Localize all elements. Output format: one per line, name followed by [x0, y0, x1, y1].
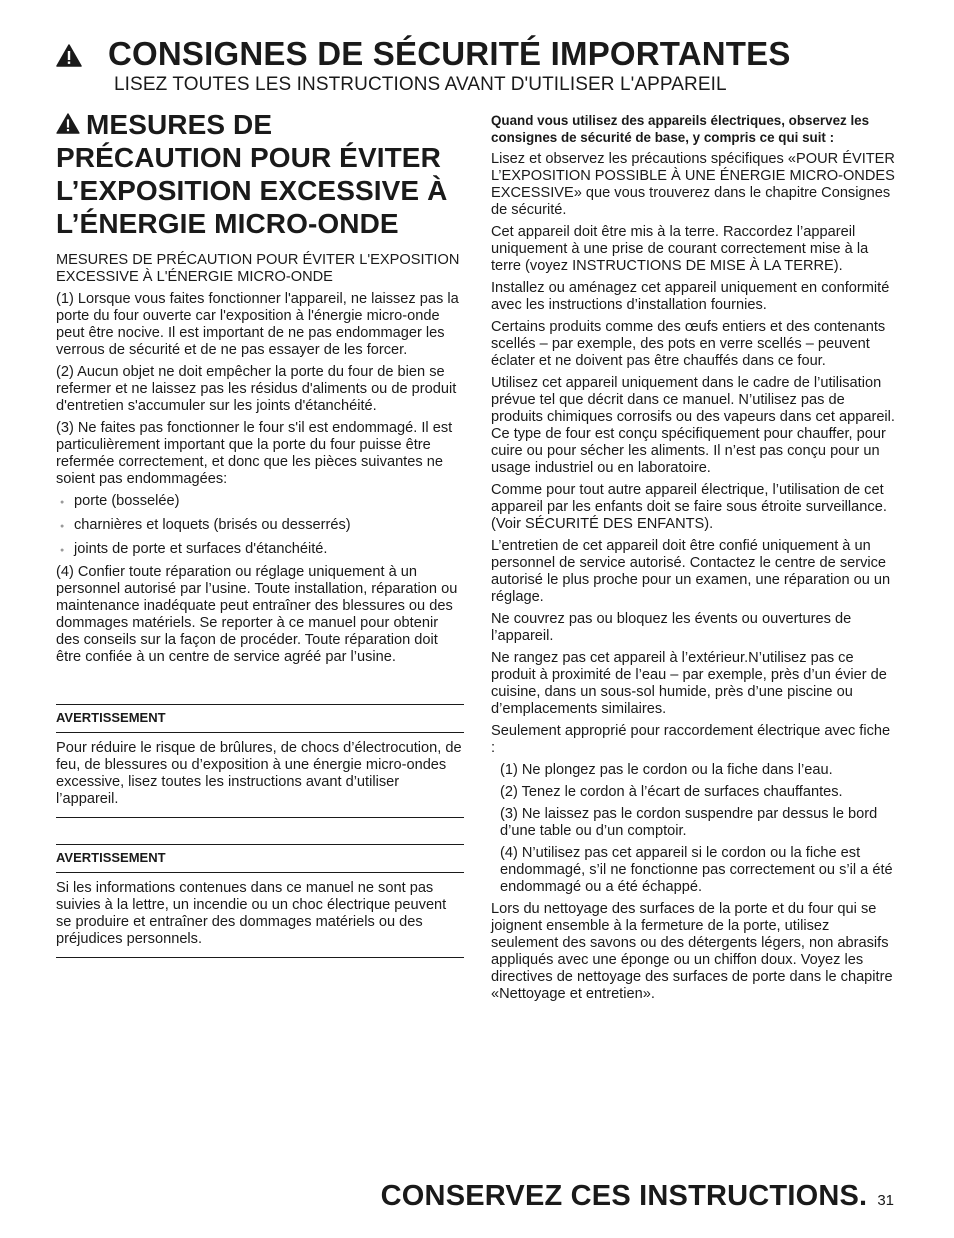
section-heading-text: MESURES DE PRÉCAUTION POUR ÉVITER L’EXPOSITION EXCESSIVE À L’ÉNERGIE MICRO-ONDE: [56, 109, 448, 239]
warning-heading: AVERTISSEMENT: [56, 705, 464, 733]
paragraph-3: (3) Ne faites pas fonctionner le four s'il est endommagé. Il est particulièrement important que la porte du four puisse être refermée correctement, et donc que les pièces suivantes ne soient pas endommagées:: [56, 420, 453, 487]
left-column: [56, 108, 464, 958]
list-item: ● porte (bosselée): [56, 493, 464, 510]
cord-item: (2) Tenez le cordon à l’écart de surfaces chauffantes.: [500, 784, 843, 800]
paragraph: Ne couvrez pas ou bloquez les évents ou ouvertures de l’appareil.: [491, 611, 852, 644]
page-title: CONSIGNES DE SÉCURITÉ IMPORTANTES: [108, 35, 791, 72]
page-number: 31: [877, 1192, 894, 1209]
warning-triangle-icon: [56, 113, 80, 134]
page-footer: [381, 1180, 894, 1213]
warning-box: [56, 704, 464, 818]
paragraph: Seulement approprié pour raccordement électrique avec fiche :: [491, 723, 891, 756]
paragraph: Comme pour tout autre appareil électrique, l’utilisation de cet appareil par les enfants doit se faire sous étroite surveillance. (Voir SÉCURITÉ DES ENFANTS).: [491, 482, 887, 532]
warning-text: Pour réduire le risque de brûlures, de chocs d’électrocution, de feu, de blessures ou d’exposition à une énergie micro-ondes excessive, lisez toutes les instructions avant d’utiliser l’appareil.: [56, 740, 462, 807]
paragraph: Lors du nettoyage des surfaces de la porte et du four qui se joignent ensemble à la fermeture de la porte, utilisez seulement des savons ou des détergents légers, non abrasifs appliqués avec une éponge ou un chiffon doux. Voyez les directives de nettoyage des surfaces de porte dans le chapitre «Nettoyage et entretien».: [491, 901, 893, 1002]
right-column: [491, 112, 895, 1003]
list-item: ● charnières et loquets (brisés ou desserrés): [56, 517, 464, 534]
paragraph-2: (2) Aucun objet ne doit empêcher la porte du four de bien se refermer et ne laissez pas les résidus d'aliments ou de produit d'entretien s'accumuler sur les joints d'étanchéité.: [56, 364, 457, 414]
cord-item: (1) Ne plongez pas le cordon ou la fiche dans l’eau.: [500, 762, 833, 778]
paragraph: Utilisez cet appareil uniquement dans le cadre de l’utilisation prévue tel que décrit dans ce manuel. N’utilisez pas de produits chimiques corrosifs ou des vapeurs dans cet appareil. Ce type de four est conçu spécifiquement pour chauffer, pour cuire ou pour sécher les aliments. Il n’est pas conçu pour un usage industriel ou en laboratoire.: [491, 375, 895, 476]
cord-item: (4) N’utilisez pas cet appareil si le cordon ou la fiche est endommagé, s’il ne fonctionne pas correctement ou s’il a été endommagé ou a été échappé.: [500, 845, 893, 895]
section-heading: [56, 108, 464, 240]
warning-text: Si les informations contenues dans ce manuel ne sont pas suivies à la lettre, un incendie ou un choc électrique peuvent se produire et entraîner des dommages matériels ou des préjudices personnels.: [56, 880, 447, 947]
save-instructions-text: CONSERVEZ CES INSTRUCTIONS.: [380, 1180, 868, 1212]
title-row: [56, 34, 916, 74]
paragraph: Lisez et observez les précautions spécifiques «POUR ÉVITER L’EXPOSITION POSSIBLE À UNE ÉNERGIE MICRO-ONDES EXCESSIVE» que vous trouverez dans le chapitre Consignes de sécurité.: [491, 151, 895, 218]
lead-text: Quand vous utilisez des appareils électriques, observez les consignes de sécurité de base, y compris ce qui suit :: [491, 113, 870, 145]
paragraph: Certains produits comme des œufs entiers et des contenants scellés – par exemple, des pots en verre scellés – peuvent éclater et ne doivent pas être chauffés dans ce four.: [491, 319, 886, 369]
page-subtitle: LISEZ TOUTES LES INSTRUCTIONS AVANT D'UTILISER L'APPAREIL: [114, 74, 727, 95]
list-item: ● joints de porte et surfaces d'étanchéité.: [56, 541, 464, 558]
paragraph-4: (4) Confier toute réparation ou réglage uniquement à un personnel autorisé par l’usine. Toute installation, réparation ou maintenance inadéquate peut entraîner des blessures ou des dommages matériels. Se reporter à ce manuel pour obtenir des conseils sur la façon de procéder. Toute réparation doit être confiée à un centre de service agréé par l’usine.: [56, 564, 458, 665]
warning-triangle-icon: [56, 44, 82, 67]
paragraph-1: (1) Lorsque vous faites fonctionner l'appareil, ne laissez pas la porte du four ouverte car l'exposition à l'énergie micro-onde peut être nocive. Il est important de ne pas endommager les verrous de sécurité et de ne pas essayer de les forcer.: [56, 291, 459, 358]
paragraph: Ne rangez pas cet appareil à l’extérieur.N’utilisez pas ce produit à proximité de l’eau – par exemple, près d’un évier de cuisine, dans un sous-sol humide, près d’une piscine ou d’emplacements similaires.: [491, 650, 887, 717]
warning-heading: AVERTISSEMENT: [56, 845, 464, 873]
warning-box: [56, 844, 464, 958]
paragraph: Installez ou aménagez cet appareil uniquement en conformité avec les instructions d’installation fournies.: [491, 280, 890, 313]
page-header: [56, 34, 916, 96]
intro-caps-text: MESURES DE PRÉCAUTION POUR ÉVITER L'EXPOSITION EXCESSIVE À L'ÉNERGIE MICRO-ONDE: [56, 252, 460, 285]
damaged-parts-list: [56, 493, 464, 558]
paragraph: L’entretien de cet appareil doit être confié uniquement à un personnel de service autorisé. Contactez le centre de service autorisé le plus proche pour un examen, une réparation ou un réglage.: [491, 538, 891, 605]
cord-item: (3) Ne laissez pas le cordon suspendre par dessus le bord d’une table ou d’un comptoir.: [500, 806, 878, 839]
paragraph: Cet appareil doit être mis à la terre. Raccordez l’appareil uniquement à une prise de courant correctement mise à la terre (voyez INSTRUCTIONS DE MISE À LA TERRE).: [491, 224, 869, 274]
